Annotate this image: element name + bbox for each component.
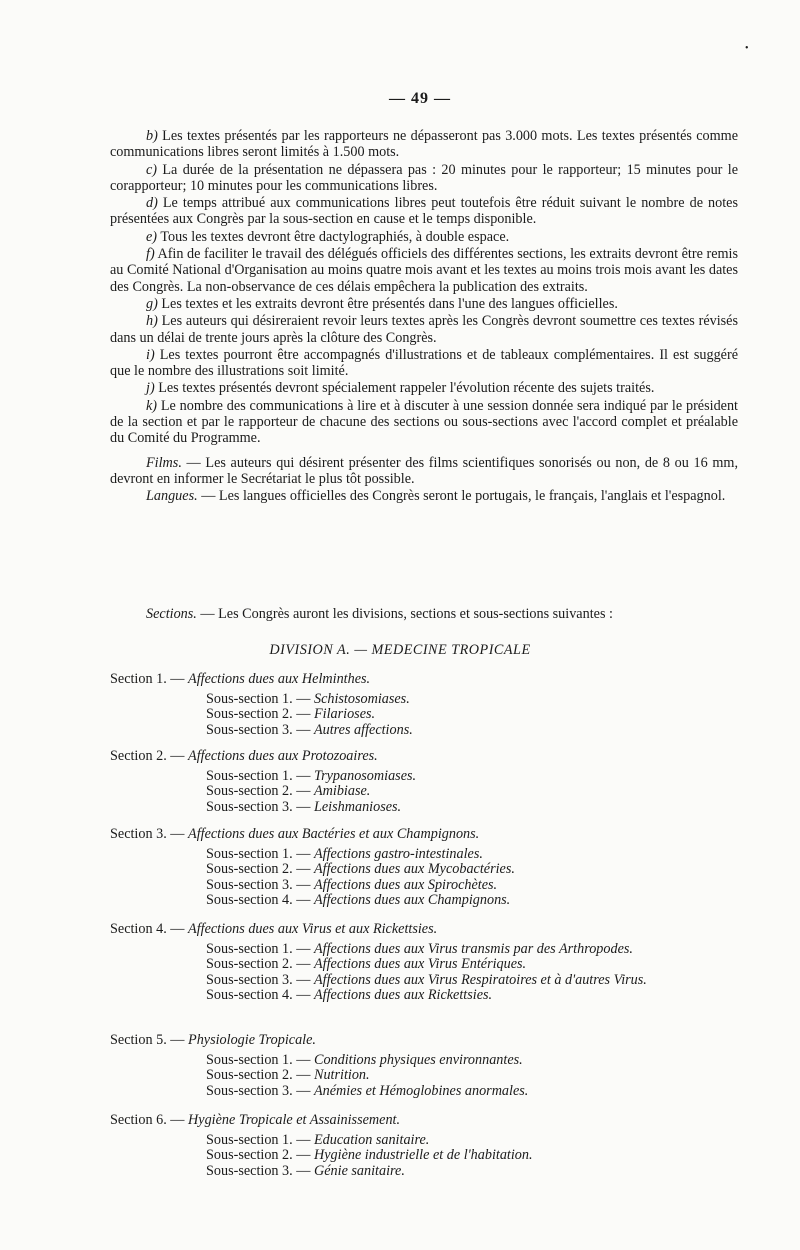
section-3 [110,827,750,909]
subsection: Sous-section 2. — Affections dues aux Mycobactéries. [206,861,515,878]
sections-intro: Sections. — Les Congrès auront les divisions, sections et sous-sections suivantes : [146,606,613,622]
subsection: Sous-section 3. — Autres affections. [206,721,413,738]
subsection: Sous-section 1. — Education sanitaire. [206,1131,430,1148]
section-1 [110,672,750,738]
subsection: Sous-section 2. — Hygiène industrielle et de l'habitation. [206,1147,533,1164]
section-2 [110,749,750,815]
subsection: Sous-section 3. — Génie sanitaire. [206,1162,405,1179]
page-number: — 49 — [389,90,451,107]
paragraph-g: g) Les textes et les extraits devront être présentés dans l'une des langues officielles. [146,295,618,312]
section-4 [110,922,750,1004]
paragraph-d: d) Le temps attribué aux communications libres peut toutefois être réduit suivant le nombre de notes présentées aux Congrès par la sous-section en cause et le temps disponible. [110,195,738,228]
paragraph-i: i) Les textes pourront être accompagnés d'illustrations et de tableaux complémentaires. Il est suggéré que le nombre des illustrations soit limité. [110,346,738,380]
subsection: Sous-section 3. — Leishmanioses. [206,798,402,815]
subsection: Sous-section 3. — Anémies et Hémoglobines anormales. [206,1082,529,1099]
paragraph-c: c) La durée de la présentation ne dépassera pas : 20 minutes pour le rapporteur; 15 minutes pour le corapporteur; 10 minutes pour les communications libres. [110,161,738,194]
division-title: DIVISION A. — MEDECINE TROPICALE [269,642,531,658]
subsection: Sous-section 4. — Affections dues aux Rickettsies. [206,987,493,1004]
subsection: Sous-section 1. — Conditions physiques environnantes. [206,1051,523,1068]
section-heading: Section 1. — Affections dues aux Helminthes. [110,671,371,687]
subsection: Sous-section 1. — Affections gastro-intestinales. [206,845,483,862]
subsection: Sous-section 2. — Amibiase. [206,783,371,800]
paragraph-k: k) Le nombre des communications à lire et à discuter à une session donnée sera indiqué par le président de la section et par le rapporteur de chacune des sections ou sous-sections avec l'accord complet et préalable du Comité du Programme. [110,397,738,447]
paragraph-h: h) Les auteurs qui désireraient revoir leurs textes après les Congrès devront soumettre ces textes révisés dans un délai de trente jours après la clôture des Congrès. [110,313,738,346]
subsection: Sous-section 1. — Trypanosomiases. [206,767,417,784]
subsection: Sous-section 4. — Affections dues aux Champignons. [206,892,511,909]
subsection: Sous-section 2. — Affections dues aux Virus Entériques. [206,956,527,973]
subsection: Sous-section 2. — Filarioses. [206,706,376,723]
section-heading: Section 6. — Hygiène Tropicale et Assainissement. [110,1112,401,1128]
paragraph-e: e) Tous les textes devront être dactylographiés, à double espace. [146,228,510,245]
rules-text [110,128,738,506]
paragraph-films: Films. — Les auteurs qui désirent présenter des films scientifiques sonorisés ou non, de 8 ou 16 mm, devront en informer le Secrétariat le plus tôt possible. [110,454,738,487]
paragraph-f: f) Afin de faciliter le travail des délégués officiels des différentes sections, les extraits devront être remis au Comité National d'Organisation au moins quatre mois avant et les textes au moins trois mois avant les dates des Congrès. La non-observance de ces délais empêchera la publication des extraits. [110,246,738,295]
section-6 [110,1113,750,1179]
subsection: Sous-section 3. — Affections dues aux Virus Respiratoires et à d'autres Virus. [206,971,647,988]
section-heading: Section 5. — Physiologie Tropicale. [110,1032,316,1048]
paragraph-j: j) Les textes présentés devront spécialement rappeler l'évolution récente des sujets traités. [146,380,655,397]
section-5 [110,1033,750,1099]
paragraph-b: b) Les textes présentés par les rapporteurs ne dépasseront pas 3.000 mots. Les textes présentés comme communications libres seront limités à 1.500 mots. [110,128,738,161]
section-heading: Section 3. — Affections dues aux Bactéries et aux Champignons. [110,826,480,842]
subsection: Sous-section 1. — Affections dues aux Virus transmis par des Arthropodes. [206,940,633,957]
subsection: Sous-section 2. — Nutrition. [206,1067,370,1084]
subsection: Sous-section 3. — Affections dues aux Spirochètes. [206,876,498,893]
section-heading: Section 4. — Affections dues aux Virus et aux Rickettsies. [110,921,438,937]
subsection: Sous-section 1. — Schistosomiases. [206,690,410,707]
section-heading: Section 2. — Affections dues aux Protozoaires. [110,748,378,764]
margin-mark: • [745,43,749,54]
paragraph-langues: Langues. — Les langues officielles des Congrès seront le portugais, le français, l'anglais et l'espagnol. [146,488,726,505]
